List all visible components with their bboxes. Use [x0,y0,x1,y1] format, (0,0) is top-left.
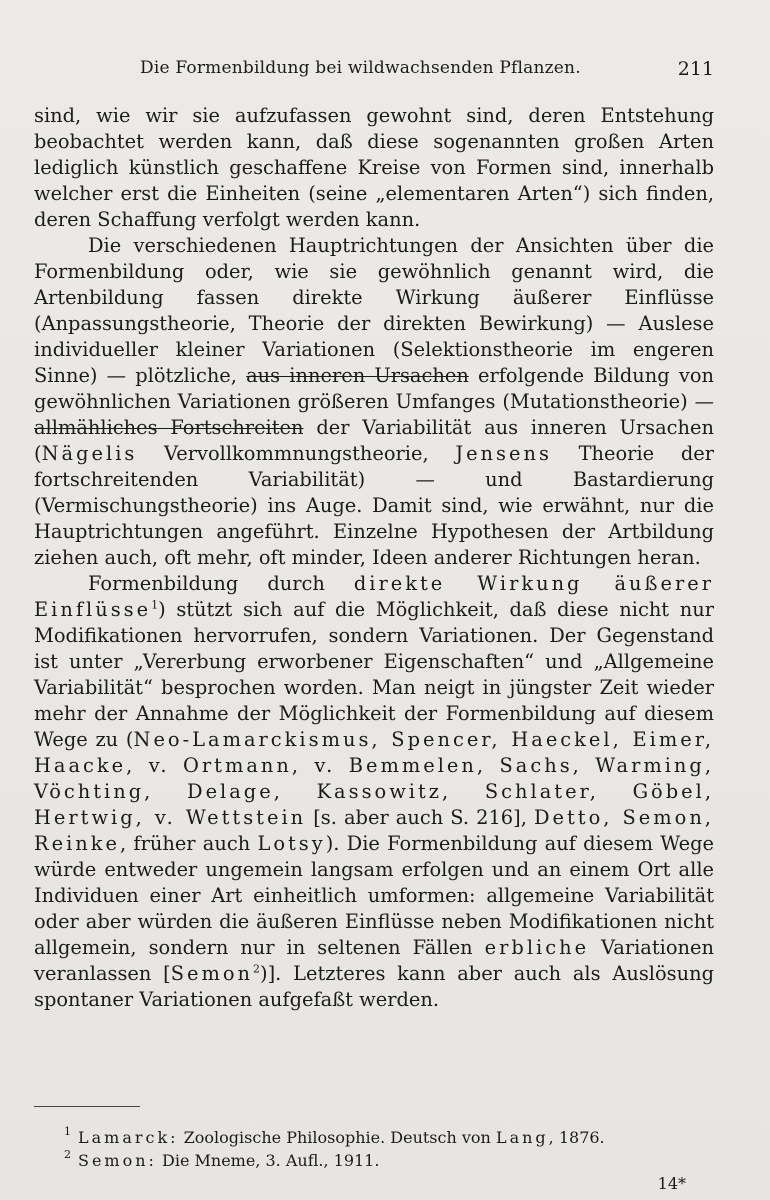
paragraph-1-text: sind, wie wir sie aufzufassen gewohnt sind, deren Entstehung beobachtet werden kann, daß diese sogenannten großen Arten lediglich künstlich geschaffene Kreise von Formen sind, innerhalb welcher erst die Einheiten (seine „elementaren Arten“) sich finden, deren Schaffung verfolgt werden kann. [34,104,714,231]
footnote-text: Die Mneme, 3. Aufl., 1911. [156,1151,380,1170]
emphasized-word: erbliche [484,936,590,959]
author-name: Lotsy [257,832,326,855]
paragraph-3-text: ) stützt sich auf die Möglichkeit, daß diese nicht nur Modifikationen hervorrufen, sondern Variationen. Der Gegenstand ist unter „Vererbung erworbener Eigenschaften“ und „Allgemeine Variabilität“ besprochen worden. Man neigt in jüngster Zeit wieder mehr der Annahme der Möglichkeit der Formenbildung auf diesem Wege zu ( [34,598,714,751]
paragraph-2-text: Theorie der fortschreitenden Variabilität) — und Bastardierung (Vermischungstheorie) ins Auge. Damit sind, wie erwähnt, nur die Hauptrichtungen angeführt. Einzelne Hypothesen der Artbildung ziehen auch, oft mehr, oft minder, Ideen anderer Richtungen heran. [34,442,714,569]
page-header [34,58,714,84]
page-number: 211 [677,58,714,80]
author-name: Semon [170,962,254,985]
footnote [64,1148,714,1172]
emphasized-phrase: direkte Wirkung äußerer Einflüsse [34,572,714,621]
body-text [34,103,714,1013]
footnote-author: Lamarck: [78,1128,179,1147]
author-names: Neo-Lamarckismus, Spencer, Haeckel, Eimer, Haacke, v. Ortmann, v. Bemmelen, Sachs, Warming, Vöchting, Delage, Kassowitz, Schlater, Göbel, Hertwig, v. Wettstein [34,728,715,829]
running-head: Die Formenbildung bei wildwachsenden Pflanzen. [140,58,581,78]
footnote-text: , 1876. [548,1128,605,1147]
footnote-ref: 2 [253,962,261,976]
paragraph-3 [34,571,714,1013]
footnote-rule [34,1106,140,1107]
footnote-mark: 1 [64,1125,71,1138]
printer-signature: 14* [657,1174,686,1193]
paragraph-2-text: der Variabilität aus inneren Ursachen ( [34,416,714,465]
paragraph-2-text: Vervollkommnungstheorie, [137,442,456,465]
struck-phrase: allmähliches Fortschreiten [34,416,304,439]
paragraph-2-text: Die verschiedenen Hauptrichtungen der Ansichten über die Formenbildung oder, wie sie gewöhnlich genannt wird, die Artenbildung fassen direkte Wirkung äußerer Einflüsse (Anpassungstheorie, Theorie der direkten Bewirkung) — Auslese individueller kleiner Variationen (Selektionstheorie im engeren Sinne) — plötzliche, [34,234,714,387]
paragraph-1 [34,103,714,233]
paragraph-2-text: erfolgende Bildung von gewöhnlichen Variationen größeren Umfanges (Mutationstheorie) — [34,364,714,413]
footnote-author: Lang [495,1128,549,1147]
footnote-mark: 2 [64,1148,71,1161]
paragraph-3-text: ). Die Formenbildung auf diesem Wege würde entweder ungemein langsam erfolgen und an einem Ort alle Individuen einer Art einheitlich umformen: allgemeine Variabilität oder aber würden die äußeren Einflüsse neben Modifikationen nicht allgemein, sondern nur in seltenen Fällen [34,832,714,959]
footnotes [64,1125,714,1172]
paragraph-3-text: )]. Letzteres kann aber auch als Auslösung spontaner Variationen aufgefaßt werden. [34,962,715,1011]
author-name: Nägelis [41,442,138,465]
paragraph-3-text: Formenbildung durch [88,572,354,595]
paragraph-3-text: Variationen veranlassen [ [34,936,714,985]
footnote-author: Semon: [78,1151,157,1170]
footnote-text: Zoologische Philosophie. Deutsch von [178,1128,496,1147]
author-names: Detto, Semon, Reinke [34,806,714,855]
struck-phrase: aus inneren Ursachen [246,364,469,387]
footnote-ref: 1 [151,598,159,612]
paragraph-3-text: , früher auch [120,832,258,855]
footnote [64,1125,714,1149]
paragraph-2 [34,233,714,571]
paragraph-3-text: [s. aber auch S. 216], [306,806,534,829]
author-name: Jensens [455,442,552,465]
